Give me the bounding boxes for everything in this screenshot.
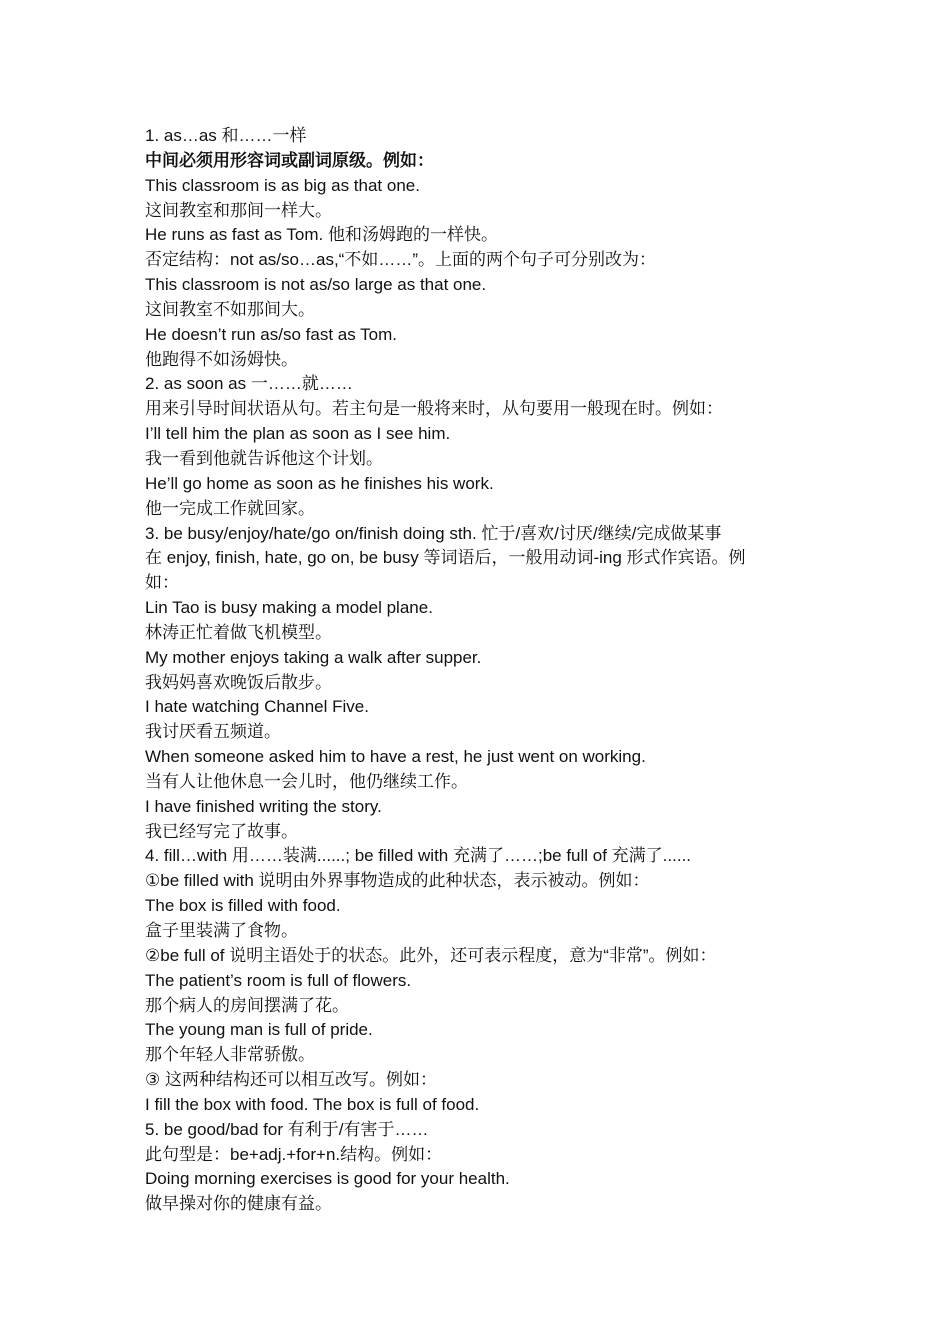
example-zh: 盒子里装满了食物。 — [145, 921, 298, 940]
example-en: I’ll tell him the plan as soon as I see him. — [145, 424, 451, 444]
rule-note: ②be full of 说明主语处于的状态。此外，还可表示程度，意为“非常”。例如： — [145, 945, 717, 965]
example-en: I have finished writing the story. — [145, 796, 382, 816]
example-zh: 这间教室不如那间大。 — [145, 299, 315, 319]
example-zh: 林涛正忙着做飞机模型。 — [145, 622, 332, 642]
heading-5: 5. be good/bad for 有利于/有害于…… — [145, 1119, 429, 1139]
example-en: Lin Tao is busy making a model plane. — [145, 598, 433, 618]
example-zh: 他跑得不如汤姆快。 — [145, 349, 298, 369]
example-zh: 我一看到他就告诉他这个计划。 — [145, 448, 383, 468]
example-en: My mother enjoys taking a walk after supper. — [145, 647, 482, 667]
rule-note: 此句型是：be+adj.+for+n.结构。例如： — [145, 1144, 443, 1164]
example-en: Doing morning exercises is good for your health. — [145, 1169, 510, 1189]
heading-4: 4. fill…with 用……装满......; be filled with 充满了……;be full of 充满了...... — [145, 846, 692, 866]
example-en: The box is filled with food. — [145, 896, 341, 916]
rule-note-continued: 如： — [145, 573, 179, 593]
example-zh: 我已经写完了故事。 — [145, 821, 298, 841]
example-zh: 做早操对你的健康有益。 — [145, 1194, 332, 1214]
rule-note: 否定结构：not as/so…as,“不如……”。上面的两个句子可分别改为： — [145, 250, 656, 270]
rule-note: 用来引导时间状语从句。若主句是一般将来时，从句要用一般现在时。例如： — [145, 399, 723, 419]
example-en: He runs as fast as Tom. 他和汤姆跑的一样快。 — [145, 225, 498, 245]
example-zh: 这间教室和那间一样大。 — [145, 200, 332, 220]
rule-note: ①be filled with 说明由外界事物造成的此种状态，表示被动。例如： — [145, 871, 650, 891]
example-zh: 我讨厌看五频道。 — [145, 722, 281, 742]
rule-note: 在 enjoy, finish, hate, go on, be busy 等词语后，一般用动词-ing 形式作宾语。例 — [145, 548, 746, 568]
example-en: The young man is full of pride. — [145, 1020, 373, 1040]
example-zh: 我妈妈喜欢晚饭后散步。 — [145, 672, 332, 692]
rule-note-1: 中间必须用形容词或副词原级。例如： — [145, 150, 434, 170]
heading-2: 2. as soon as 一……就…… — [145, 374, 353, 394]
example-zh: 他一完成工作就回家。 — [145, 498, 315, 518]
rule-note: ③ 这两种结构还可以相互改写。例如： — [145, 1070, 437, 1090]
example-en: The patient’s room is full of flowers. — [145, 970, 412, 990]
example-en: He’ll go home as soon as he finishes his work. — [145, 473, 494, 493]
heading-3: 3. be busy/enjoy/hate/go on/finish doing sth. 忙于/喜欢/讨厌/继续/完成做某事 — [145, 523, 722, 543]
document-body — [145, 124, 825, 1217]
example-en: He doesn’t run as/so fast as Tom. — [145, 324, 397, 344]
example-en: I fill the box with food. The box is full of food. — [145, 1094, 480, 1114]
example-en: When someone asked him to have a rest, he just went on working. — [145, 747, 646, 767]
example-en: This classroom is not as/so large as that one. — [145, 275, 487, 295]
example-zh: 那个年轻人非常骄傲。 — [145, 1045, 315, 1065]
example-en: I hate watching Channel Five. — [145, 697, 369, 717]
example-en: This classroom is as big as that one. — [145, 175, 420, 195]
example-zh: 当有人让他休息一会儿时，他仍继续工作。 — [145, 771, 468, 791]
heading-1: 1. as…as 和……一样 — [145, 126, 307, 145]
example-zh: 那个病人的房间摆满了花。 — [145, 995, 349, 1015]
